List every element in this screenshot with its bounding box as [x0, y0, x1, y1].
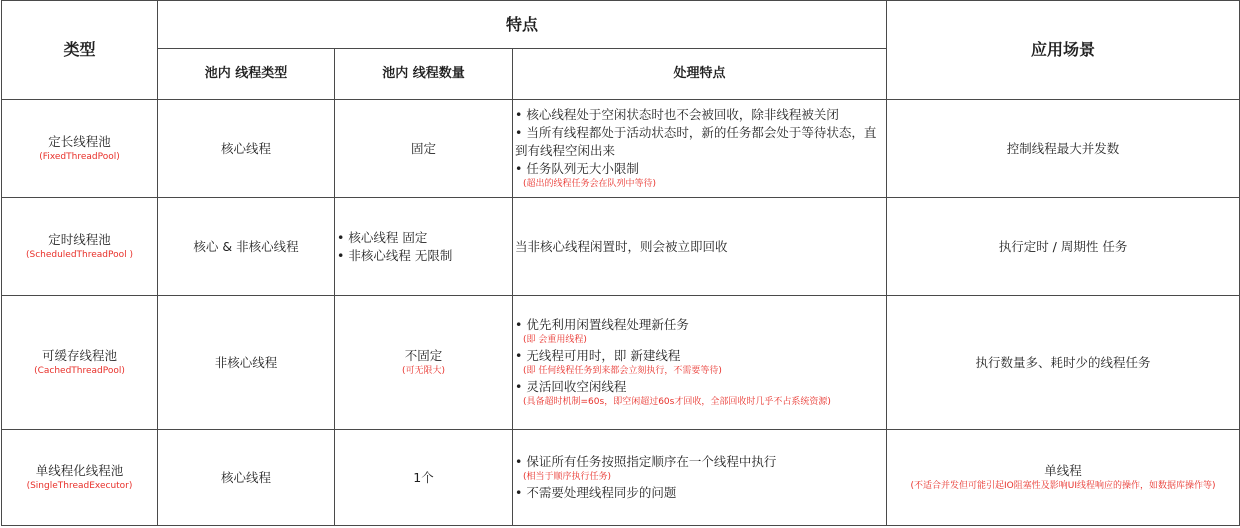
table-row: [2, 198, 1240, 296]
processing-item: • 无线程可用时，即 新建线程: [515, 348, 681, 363]
pool-class-name: (SingleThreadExecutor): [26, 481, 133, 491]
thread-type-cell: 核心线程: [158, 100, 335, 198]
thread-type-cell: 非核心线程: [158, 296, 335, 430]
pool-name-cell: [2, 100, 158, 198]
processing-note: (即 会重用线程): [523, 335, 587, 345]
scenario-cell: 控制线程最大并发数: [887, 100, 1240, 198]
scenario-cell: [887, 430, 1240, 526]
processing-note: (超出的线程任务会在队列中等待): [523, 179, 657, 189]
pool-class-name: (FixedThreadPool): [39, 152, 120, 162]
pool-name: 可缓存线程池: [41, 348, 117, 363]
thread-count-item: • 非核心线程 无限制: [337, 247, 453, 263]
header-scenario: 应用场景: [887, 1, 1240, 100]
processing-cell: 当非核心线程闲置时，则会被立即回收: [513, 198, 887, 296]
header-type: 类型: [2, 1, 158, 100]
table-row: [2, 430, 1240, 526]
processing-item: • 保证所有任务按照指定顺序在一个线程中执行: [515, 454, 777, 469]
processing-cell: [513, 100, 887, 198]
scenario-cell: 执行数量多、耗时少的线程任务: [887, 296, 1240, 430]
thread-count-cell: [335, 296, 513, 430]
pool-name: 单线程化线程池: [35, 463, 124, 478]
thread-count-item: • 核心线程 固定: [337, 229, 428, 245]
processing-item: • 优先利用闲置线程处理新任务: [515, 317, 689, 332]
processing-item: • 不需要处理线程同步的问题: [515, 485, 677, 500]
table-row: [2, 296, 1240, 430]
scenario-value: 单线程: [1044, 463, 1082, 478]
processing-note: (具备超时机制=60s，即空闲超过60s才回收，全部回收时几乎不占系统资源): [523, 397, 831, 407]
processing-item: • 灵活回收空闲线程: [515, 379, 627, 394]
header-features: 特点: [158, 1, 887, 49]
pool-name: 定长线程池: [48, 134, 111, 149]
pool-name: 定时线程池: [48, 232, 111, 247]
processing-cell: [513, 430, 887, 526]
pool-name-cell: [2, 430, 158, 526]
thread-count-cell: 固定: [335, 100, 513, 198]
table-row: [2, 100, 1240, 198]
thread-count-value: 不固定: [404, 348, 443, 363]
thread-type-cell: 核心 & 非核心线程: [158, 198, 335, 296]
header-processing: 处理特点: [513, 49, 887, 100]
header-thread-count: 池内 线程数量: [335, 49, 513, 100]
header-thread-type: 池内 线程类型: [158, 49, 335, 100]
thread-count-note: (可无限大): [401, 366, 446, 376]
processing-item: • 核心线程处于空闲状态时也不会被回收，除非线程被关闭: [515, 107, 839, 122]
scenario-cell: 执行定时 / 周期性 任务: [887, 198, 1240, 296]
processing-note: (相当于顺序执行任务): [523, 472, 612, 482]
pool-class-name: (ScheduledThreadPool ): [25, 250, 134, 260]
thread-count-cell: [335, 198, 513, 296]
processing-cell: [513, 296, 887, 430]
pool-name-cell: [2, 198, 158, 296]
processing-item: • 当所有线程都处于活动状态时，新的任务都会处于等待状态，直到有线程空闲出来: [515, 125, 877, 158]
pool-name-cell: [2, 296, 158, 430]
pool-class-name: (CachedThreadPool): [34, 366, 125, 376]
scenario-note: (不适合并发但可能引起IO阻塞性及影响UI线程响应的操作，如数据库操作等): [910, 481, 1216, 491]
thread-count-cell: 1个: [335, 430, 513, 526]
processing-note: (即 任何线程任务到来都会立刻执行，不需要等待): [523, 366, 722, 376]
thread-pool-comparison-table: [1, 0, 1240, 526]
thread-type-cell: 核心线程: [158, 430, 335, 526]
processing-item: • 任务队列无大小限制: [515, 161, 639, 176]
